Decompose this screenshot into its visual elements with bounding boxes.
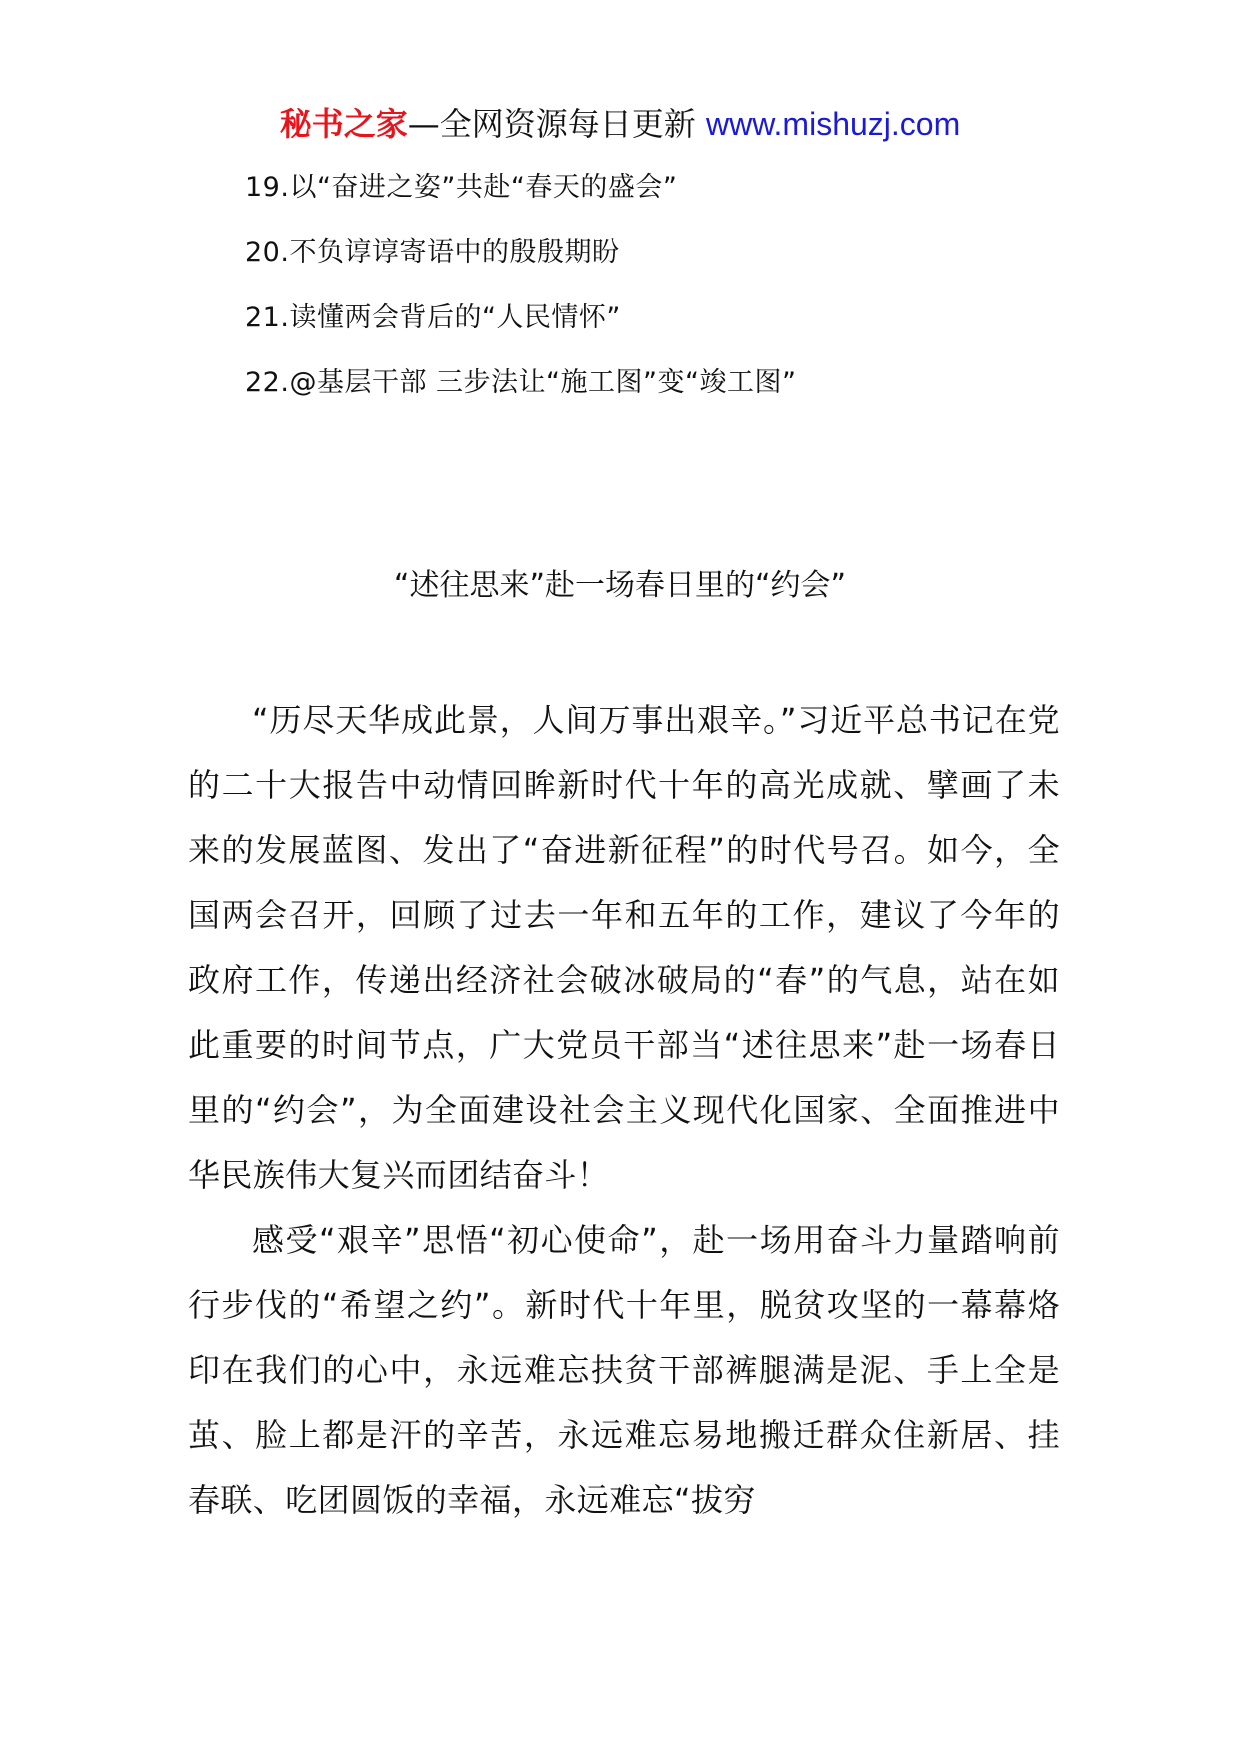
site-tagline: —全网资源每日更新: [407, 105, 696, 143]
toc-item: 20.不负谆谆寄语中的殷殷期盼: [245, 237, 620, 268]
toc-item: 19.以“奋进之姿”共赴“春天的盛会”: [245, 172, 678, 203]
site-header: [0, 100, 1240, 148]
site-url[interactable]: www.mishuzj.com: [705, 106, 961, 142]
toc-item: 22.@基层干部 三步法让“施工图”变“竣工图”: [245, 367, 797, 398]
article-body: [188, 688, 1060, 1533]
body-paragraph: “历尽天华成此景，人间万事出艰辛。”习近平总书记在党的二十大报告中动情回眸新时代十年的高光成就、擘画了未来的发展蓝图、发出了“奋进新征程”的时代号召。如今，全国两会召开，回顾了过去一年和五年的工作，建议了今年的政府工作，传递出经济社会破冰破局的“春”的气息，站在如此重要的时间节点，广大党员干部当“述往思来”赴一场春日里的“约会”，为全面建设社会主义现代化国家、全面推进中华民族伟大复兴而团结奋斗！: [188, 701, 1060, 1194]
toc-item: 21.读懂两会背后的“人民情怀”: [245, 302, 621, 333]
article-title: “述往思来”赴一场春日里的“约会”: [393, 568, 847, 603]
site-brand: 秘书之家: [279, 105, 408, 143]
table-of-contents: [245, 168, 796, 428]
body-paragraph: 感受“艰辛”思悟“初心使命”，赴一场用奋斗力量踏响前行步伐的“希望之约”。新时代十年里，脱贫攻坚的一幕幕烙印在我们的心中，永远难忘扶贫干部裤腿满是泥、手上全是茧、脸上都是汗的辛苦，永远难忘易地搬迁群众住新居、挂春联、吃团圆饭的幸福，永远难忘“拔穷: [188, 1221, 1060, 1519]
